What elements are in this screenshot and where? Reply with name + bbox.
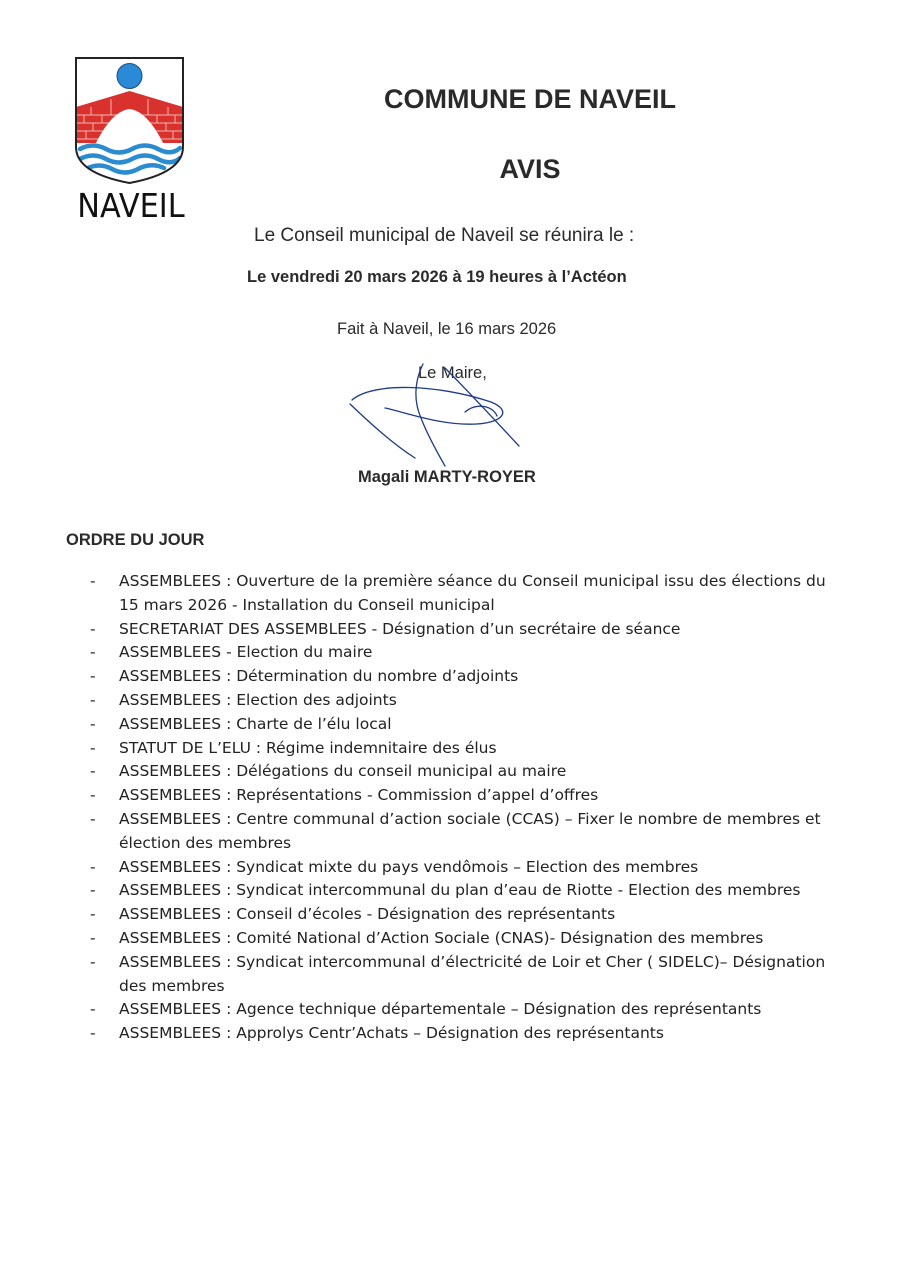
agenda-item-text: ASSEMBLEES - Election du maire — [119, 643, 373, 662]
agenda-item — [88, 737, 848, 761]
agenda-title: ORDRE DU JOUR — [66, 531, 205, 549]
agenda-bullet: - — [90, 905, 96, 924]
meeting-intro: Le Conseil municipal de Naveil se réunira le : — [254, 225, 635, 246]
agenda-item — [88, 570, 848, 618]
commune-title: COMMUNE DE NAVEIL — [383, 84, 676, 114]
agenda-item — [88, 760, 848, 784]
agenda-item-text: ASSEMBLEES : Comité National d’Action Sociale (CNAS)- Désignation des membres — [119, 928, 764, 947]
agenda-item-text: ASSEMBLEES : Délégations du conseil municipal au maire — [119, 762, 567, 781]
agenda-bullet: - — [90, 857, 96, 876]
agenda-item — [88, 641, 848, 665]
agenda-bullet: - — [90, 809, 96, 828]
agenda-item — [88, 784, 848, 808]
agenda-item-text: STATUT DE L’ELU : Régime indemnitaire des élus — [119, 738, 497, 757]
naveil-coat-of-arms — [66, 55, 196, 225]
agenda-item — [88, 879, 848, 903]
meeting-date: Le vendredi 20 mars 2026 à 19 heures à l’Actéon — [247, 268, 627, 286]
agenda-bullet: - — [90, 619, 96, 638]
agenda-item-text: ASSEMBLEES : Représentations - Commission d’appel d’offres — [119, 786, 599, 805]
agenda-item-text: ASSEMBLEES : Conseil d’écoles - Désignation des représentants — [119, 905, 616, 924]
coat-of-arms-shield-icon — [66, 55, 196, 185]
agenda-item-text: ASSEMBLEES : Approlys Centr’Achats – Désignation des représentants — [119, 1024, 664, 1043]
agenda-item-text: ASSEMBLEES : Charte de l’élu local — [119, 714, 392, 733]
agenda-item-text: ASSEMBLEES : Ouverture de la première séance du Conseil municipal issu des élections du 15 mars 2026 - Installation du Conseil municipal — [119, 572, 826, 614]
agenda-bullet: - — [90, 786, 96, 805]
handwritten-signature-icon — [345, 360, 535, 470]
agenda-item — [88, 665, 848, 689]
notice-title: AVIS — [499, 154, 561, 184]
agenda-item — [88, 1022, 848, 1046]
agenda-bullet: - — [90, 928, 96, 947]
agenda-item — [88, 808, 848, 856]
agenda-item-text: ASSEMBLEES : Syndicat mixte du pays vendômois – Election des membres — [119, 857, 699, 876]
place-and-date: Fait à Naveil, le 16 mars 2026 — [337, 320, 557, 338]
signatory-role: Le Maire, — [418, 364, 487, 382]
agenda-bullet: - — [90, 714, 96, 733]
crest-town-name: NAVEIL — [77, 186, 185, 225]
agenda-item — [88, 927, 848, 951]
agenda-item-text: SECRETARIAT DES ASSEMBLEES - Désignation d’un secrétaire de séance — [119, 619, 681, 638]
agenda-bullet: - — [90, 690, 96, 709]
agenda-bullet: - — [90, 643, 96, 662]
agenda-item — [88, 713, 848, 737]
agenda-item-text: ASSEMBLEES : Détermination du nombre d’adjoints — [119, 667, 519, 686]
agenda-bullet: - — [90, 667, 96, 686]
agenda-item — [88, 618, 848, 642]
agenda-item — [88, 951, 848, 999]
agenda-item-text: ASSEMBLEES : Syndicat intercommunal du plan d’eau de Riotte - Election des membres — [119, 881, 801, 900]
agenda-item-text: ASSEMBLEES : Syndicat intercommunal d’électricité de Loir et Cher ( SIDELC)– Désignation des membres — [119, 952, 826, 995]
agenda-bullet: - — [90, 762, 96, 781]
agenda-item — [88, 998, 848, 1022]
agenda-item — [88, 689, 848, 713]
agenda-list — [88, 570, 848, 1046]
signatory-name: Magali MARTY-ROYER — [358, 468, 536, 486]
agenda-bullet: - — [90, 1000, 96, 1019]
agenda-bullet: - — [90, 572, 96, 590]
agenda-item-text: ASSEMBLEES : Agence technique départementale – Désignation des représentants — [119, 1000, 762, 1019]
agenda-item-text: ASSEMBLEES : Election des adjoints — [119, 690, 397, 709]
agenda-item — [88, 856, 848, 880]
agenda-bullet: - — [90, 738, 96, 757]
agenda-bullet: - — [90, 881, 96, 900]
agenda-bullet: - — [90, 1024, 96, 1043]
agenda-item-text: ASSEMBLEES : Centre communal d’action sociale (CCAS) – Fixer le nombre de membres et élection des membres — [119, 809, 821, 852]
agenda-bullet: - — [90, 952, 96, 971]
agenda-item — [88, 903, 848, 927]
